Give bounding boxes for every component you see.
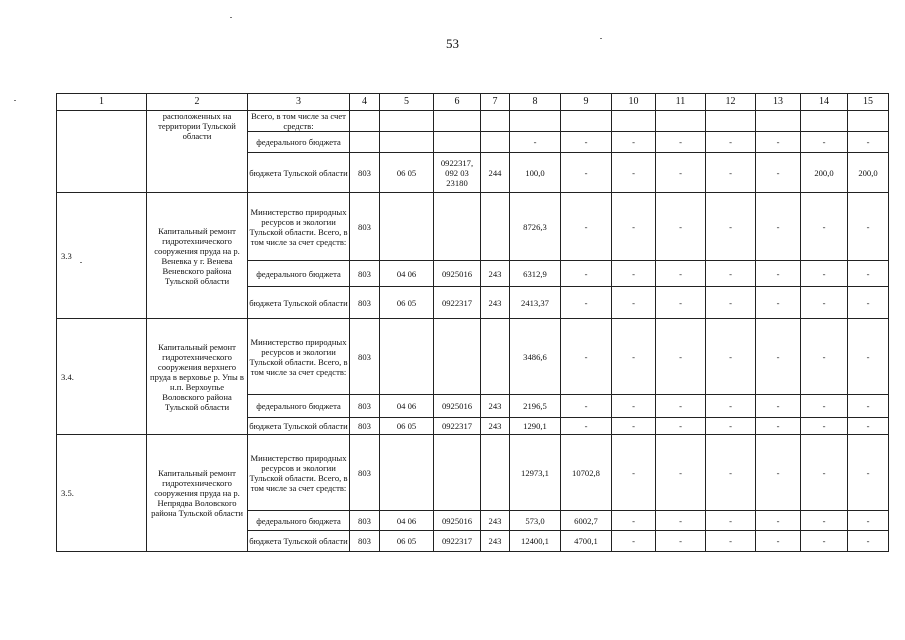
value-cell: 803 <box>350 193 380 261</box>
sections <box>57 193 889 552</box>
value-cell: - <box>656 511 706 531</box>
funding-source: бюджета Тульской области <box>248 531 350 552</box>
value-cell: - <box>801 418 848 435</box>
value-cell: - <box>706 511 756 531</box>
item-name: Капитальный ремонт гидротехнического сооружения пруда на р. Веневка у г. Венева Веневского района Тульской области <box>147 193 248 319</box>
funding-source: федерального бюджета <box>248 395 350 418</box>
value-cell: - <box>656 132 706 153</box>
value-cell: - <box>561 319 612 395</box>
table-row <box>57 193 889 261</box>
value-cell: 12400,1 <box>510 531 561 552</box>
scan-speck <box>230 17 232 18</box>
value-cell: - <box>612 418 656 435</box>
value-cell: - <box>756 531 801 552</box>
header-cell: 6 <box>434 94 481 111</box>
value-cell: - <box>561 395 612 418</box>
value-cell: 06 05 <box>380 531 434 552</box>
value-cell: - <box>801 261 848 287</box>
scan-speck <box>600 38 602 39</box>
value-cell: - <box>801 435 848 511</box>
value-cell: - <box>848 435 889 511</box>
funding-source: Министерство природных ресурсов и экологии Тульской области. Всего, в том числе за счет средств: <box>248 319 350 395</box>
value-cell <box>434 132 481 153</box>
value-cell: - <box>756 511 801 531</box>
item-number: 3.3 <box>57 193 147 319</box>
funding-source: федерального бюджета <box>248 132 350 153</box>
value-cell <box>434 111 481 132</box>
value-cell: - <box>756 418 801 435</box>
value-cell: - <box>801 319 848 395</box>
value-cell: 803 <box>350 153 380 193</box>
value-cell <box>756 111 801 132</box>
value-cell <box>350 111 380 132</box>
value-cell: - <box>848 418 889 435</box>
value-cell: - <box>561 261 612 287</box>
value-cell: 243 <box>481 287 510 319</box>
value-cell: - <box>612 531 656 552</box>
value-cell <box>434 319 481 395</box>
item-name: Капитальный ремонт гидротехнического сооружения верхнего пруда в верховье р. Упы в н.п. Верхоупье Воловского района Тульской области <box>147 319 248 435</box>
header-cell: 10 <box>612 94 656 111</box>
value-cell: - <box>801 132 848 153</box>
value-cell: - <box>848 531 889 552</box>
header-cell: 4 <box>350 94 380 111</box>
value-cell: 0922317, 092 03 23180 <box>434 153 481 193</box>
value-cell: 0922317 <box>434 531 481 552</box>
value-cell <box>481 132 510 153</box>
value-cell: 4700,1 <box>561 531 612 552</box>
funding-source: Министерство природных ресурсов и экологии Тульской области. Всего, в том числе за счет средств: <box>248 435 350 511</box>
value-cell: - <box>561 193 612 261</box>
value-cell: - <box>756 193 801 261</box>
value-cell <box>481 193 510 261</box>
value-cell: 0925016 <box>434 395 481 418</box>
value-cell: 803 <box>350 511 380 531</box>
value-cell: 0925016 <box>434 511 481 531</box>
header-cell: 9 <box>561 94 612 111</box>
value-cell: - <box>656 435 706 511</box>
value-cell: - <box>801 287 848 319</box>
value-cell: 6002,7 <box>561 511 612 531</box>
value-cell: 06 05 <box>380 153 434 193</box>
value-cell: 04 06 <box>380 511 434 531</box>
value-cell: 06 05 <box>380 418 434 435</box>
funding-source: Всего, в том числе за счет средств: <box>248 111 350 132</box>
value-cell: - <box>801 531 848 552</box>
value-cell: 243 <box>481 418 510 435</box>
header-cell: 1 <box>57 94 147 111</box>
value-cell <box>656 111 706 132</box>
value-cell <box>481 111 510 132</box>
header-cell: 14 <box>801 94 848 111</box>
value-cell: - <box>756 435 801 511</box>
value-cell: - <box>612 319 656 395</box>
value-cell: - <box>561 287 612 319</box>
value-cell: - <box>706 418 756 435</box>
value-cell: 10702,8 <box>561 435 612 511</box>
value-cell: - <box>756 287 801 319</box>
value-cell: 243 <box>481 511 510 531</box>
header-cell: 8 <box>510 94 561 111</box>
value-cell: - <box>706 153 756 193</box>
value-cell: 2413,37 <box>510 287 561 319</box>
value-cell: - <box>656 287 706 319</box>
value-cell: - <box>848 511 889 531</box>
item-name: Капитальный ремонт гидротехнического сооружения пруда на р. Непрядва Воловского района Тульской области <box>147 435 248 552</box>
funding-source: бюджета Тульской области <box>248 287 350 319</box>
value-cell: - <box>706 395 756 418</box>
value-cell: - <box>706 193 756 261</box>
value-cell <box>612 111 656 132</box>
value-cell: - <box>706 435 756 511</box>
header-cell: 5 <box>380 94 434 111</box>
value-cell <box>706 111 756 132</box>
funding-source: бюджета Тульской области <box>248 153 350 193</box>
value-cell: - <box>848 287 889 319</box>
value-cell: - <box>612 261 656 287</box>
value-cell: - <box>848 319 889 395</box>
value-cell: 0925016 <box>434 261 481 287</box>
item-number: 3.4. <box>57 319 147 435</box>
value-cell: 803 <box>350 261 380 287</box>
value-cell: - <box>848 132 889 153</box>
value-cell: - <box>848 261 889 287</box>
value-cell <box>350 132 380 153</box>
item-number: 3.5. <box>57 435 147 552</box>
value-cell: - <box>706 132 756 153</box>
value-cell: - <box>801 511 848 531</box>
header-cell: 11 <box>656 94 706 111</box>
value-cell: - <box>612 193 656 261</box>
value-cell <box>561 111 612 132</box>
value-cell: - <box>756 319 801 395</box>
value-cell: 803 <box>350 531 380 552</box>
value-cell: - <box>656 395 706 418</box>
header-cell: 3 <box>248 94 350 111</box>
value-cell: - <box>756 261 801 287</box>
value-cell: 04 06 <box>380 395 434 418</box>
value-cell: - <box>612 153 656 193</box>
value-cell: 243 <box>481 395 510 418</box>
value-cell: - <box>848 395 889 418</box>
value-cell: - <box>612 435 656 511</box>
value-cell: - <box>801 395 848 418</box>
value-cell: - <box>756 132 801 153</box>
value-cell: 04 06 <box>380 261 434 287</box>
value-cell <box>434 435 481 511</box>
header-cell: 2 <box>147 94 248 111</box>
value-cell: 1290,1 <box>510 418 561 435</box>
value-cell: 12973,1 <box>510 435 561 511</box>
value-cell: 8726,3 <box>510 193 561 261</box>
value-cell: - <box>656 319 706 395</box>
value-cell: 803 <box>350 435 380 511</box>
value-cell: 573,0 <box>510 511 561 531</box>
funding-source: Министерство природных ресурсов и экологии Тульской области. Всего, в том числе за счет средств: <box>248 193 350 261</box>
value-cell <box>481 319 510 395</box>
header-row <box>57 94 889 111</box>
header-cell: 15 <box>848 94 889 111</box>
value-cell: - <box>756 395 801 418</box>
value-cell: - <box>612 132 656 153</box>
value-cell <box>510 111 561 132</box>
value-cell: 2196,5 <box>510 395 561 418</box>
value-cell: - <box>656 418 706 435</box>
value-cell: - <box>656 153 706 193</box>
funding-source: федерального бюджета <box>248 261 350 287</box>
item-number <box>57 111 147 193</box>
value-cell <box>380 193 434 261</box>
value-cell: - <box>561 132 612 153</box>
value-cell: 803 <box>350 395 380 418</box>
value-cell: - <box>706 531 756 552</box>
value-cell: - <box>510 132 561 153</box>
value-cell: - <box>706 287 756 319</box>
value-cell: 0922317 <box>434 287 481 319</box>
funding-source: федерального бюджета <box>248 511 350 531</box>
value-cell: - <box>656 531 706 552</box>
funding-source: бюджета Тульской области <box>248 418 350 435</box>
value-cell <box>380 132 434 153</box>
value-cell: - <box>756 153 801 193</box>
value-cell: 243 <box>481 261 510 287</box>
header-cell: 12 <box>706 94 756 111</box>
table-row <box>57 435 889 511</box>
table-row <box>57 319 889 395</box>
header-cell: 13 <box>756 94 801 111</box>
value-cell: 100,0 <box>510 153 561 193</box>
value-cell: 3486,6 <box>510 319 561 395</box>
table-row <box>57 111 889 132</box>
scan-speck <box>14 100 16 101</box>
value-cell <box>380 111 434 132</box>
value-cell <box>434 193 481 261</box>
page-number: 53 <box>446 36 459 51</box>
item-name: расположенных на территории Тульской области <box>147 111 248 193</box>
value-cell: - <box>612 511 656 531</box>
value-cell: - <box>656 261 706 287</box>
value-cell: 803 <box>350 287 380 319</box>
value-cell: 200,0 <box>801 153 848 193</box>
value-cell: 0922317 <box>434 418 481 435</box>
value-cell: - <box>561 418 612 435</box>
value-cell: - <box>656 193 706 261</box>
value-cell: 06 05 <box>380 287 434 319</box>
value-cell: - <box>561 153 612 193</box>
value-cell: - <box>706 319 756 395</box>
value-cell: - <box>706 261 756 287</box>
value-cell <box>481 435 510 511</box>
value-cell <box>380 435 434 511</box>
value-cell: 244 <box>481 153 510 193</box>
value-cell: 243 <box>481 531 510 552</box>
value-cell <box>380 319 434 395</box>
value-cell: - <box>612 395 656 418</box>
value-cell: 803 <box>350 418 380 435</box>
budget-table <box>56 93 889 552</box>
value-cell: - <box>801 193 848 261</box>
value-cell: 803 <box>350 319 380 395</box>
value-cell: 200,0 <box>848 153 889 193</box>
value-cell: - <box>612 287 656 319</box>
value-cell: - <box>848 193 889 261</box>
value-cell <box>801 111 848 132</box>
header-cell: 7 <box>481 94 510 111</box>
continued-section <box>57 111 889 193</box>
value-cell: 6312,9 <box>510 261 561 287</box>
value-cell <box>848 111 889 132</box>
